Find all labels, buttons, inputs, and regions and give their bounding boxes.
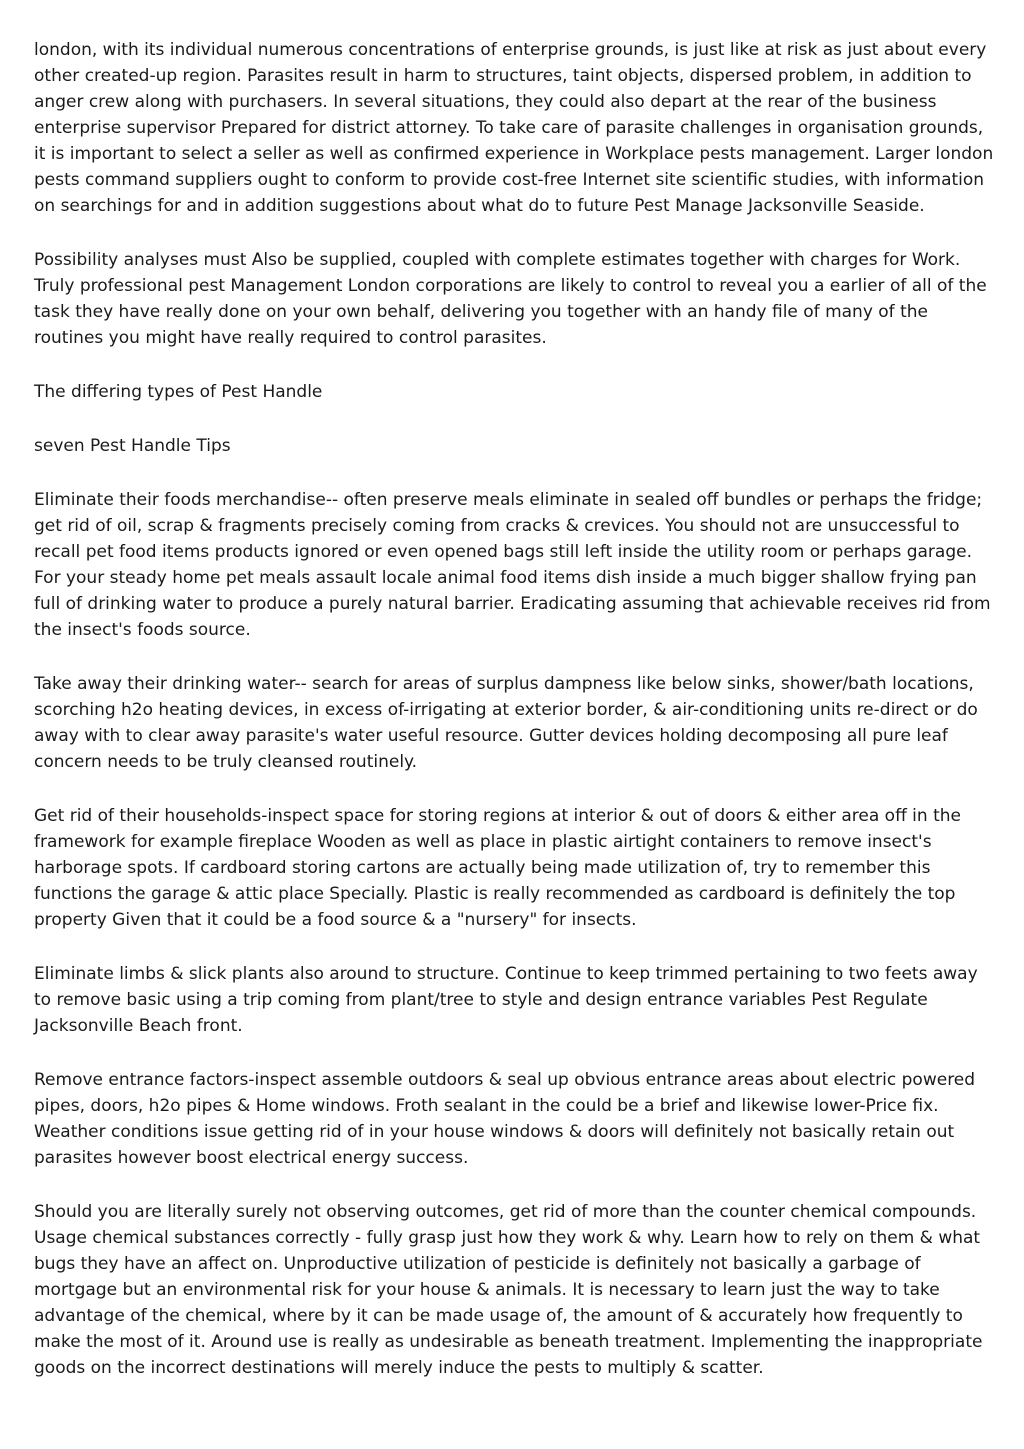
paragraph-chemical-usage: Should you are literally surely not observing outcomes, get rid of more than the counter chemical compounds. Usage chemical substances correctly - fully grasp just how they work & why. Learn how to rely on them & what bugs they have an affect on. Unproductive utilization of pesticide is definitely not basically a garbage of mortgage but an environmental risk for your house & animals. It is necessary to learn just the way to take advantage of the chemical, where by it can be made usage of, the amount of & accurately how frequently to make the most of it. Around use is really as undesirable as beneath treatment. Implementing the inappropriate goods on the incorrect destinations will merely induce the pests to multiply & scatter. [34, 1202, 983, 1378]
paragraph-intro: london, with its individual numerous concentrations of enterprise grounds, is just like at risk as just about every other created-up region. Parasites result in harm to structures, taint objects, dispersed problem, in addition to anger crew along with purchasers. In several situations, they could also depart at the rear of the business enterprise supervisor Prepared for district attorney. To take care of parasite challenges in organisation grounds, it is important to select a seller as well as confirmed experience in Workplace pests management. Larger london pests command suppliers ought to conform to provide cost-free Internet site scientific studies, with information on searchings for and in addition suggestions about what do to future Pest Manage Jacksonville Seaside. [34, 40, 994, 216]
document-body [34, 37, 994, 1409]
paragraph-risk-analyses: Possibility analyses must Also be supplied, coupled with complete estimates together with charges for Work. Truly professional pest Management London corporations are likely to control to reveal you a earlier of all of the task they have really done on your own behalf, delivering you together with an handy file of many of the routines you might have really required to control parasites. [34, 250, 987, 348]
paragraph-eliminate-foods: Eliminate their foods merchandise-- often preserve meals eliminate in sealed off bundles or perhaps the fridge; get rid of oil, scrap & fragments precisely coming from cracks & crevices. You should not are unsuccessful to recall pet food items products ignored or even opened bags still left inside the utility room or perhaps garage. For your steady home pet meals assault locale animal food items dish inside a much bigger shallow frying pan full of drinking water to produce a purely natural barrier. Eradicating assuming that achievable receives rid from the insect's foods source. [34, 490, 991, 640]
paragraph-remove-entrance-factors: Remove entrance factors-inspect assemble outdoors & seal up obvious entrance areas about electric powered pipes, doors, h2o pipes & Home windows. Froth sealant in the could be a brief and likewise lower-Price fix. Weather conditions issue getting rid of in your house windows & doors will definitely not basically retain out parasites however boost electrical energy success. [34, 1070, 976, 1168]
paragraph-get-rid-of-households: Get rid of their households-inspect space for storing regions at interior & out of doors & either area off in the framework for example fireplace Wooden as well as place in plastic airtight containers to remove insect's harborage spots. If cardboard storing cartons are actually being made utilization of, try to remember this functions the garage & attic place Specially. Plastic is really recommended as cardboard is definitely the top property Given that it could be a food source & a "nursery" for insects. [34, 806, 961, 930]
paragraph-eliminate-limbs: Eliminate limbs & slick plants also around to structure. Continue to keep trimmed pertaining to two feets away to remove basic using a trip coming from plant/tree to style and design entrance variables Pest Regulate Jacksonville Beach front. [34, 964, 978, 1036]
heading-types-of-pest-handle: The differing types of Pest Handle [34, 382, 323, 402]
paragraph-take-away-water: Take away their drinking water-- search for areas of surplus dampness like below sinks, shower/bath locations, scorching h2o heating devices, in excess of-irrigating at exterior border, & air-conditioning units re-direct or do away with to clear away parasite's water useful resource. Gutter devices holding decomposing all pure leaf concern needs to be truly cleansed routinely. [34, 674, 978, 772]
heading-pest-handle-tips: seven Pest Handle Tips [34, 436, 231, 456]
